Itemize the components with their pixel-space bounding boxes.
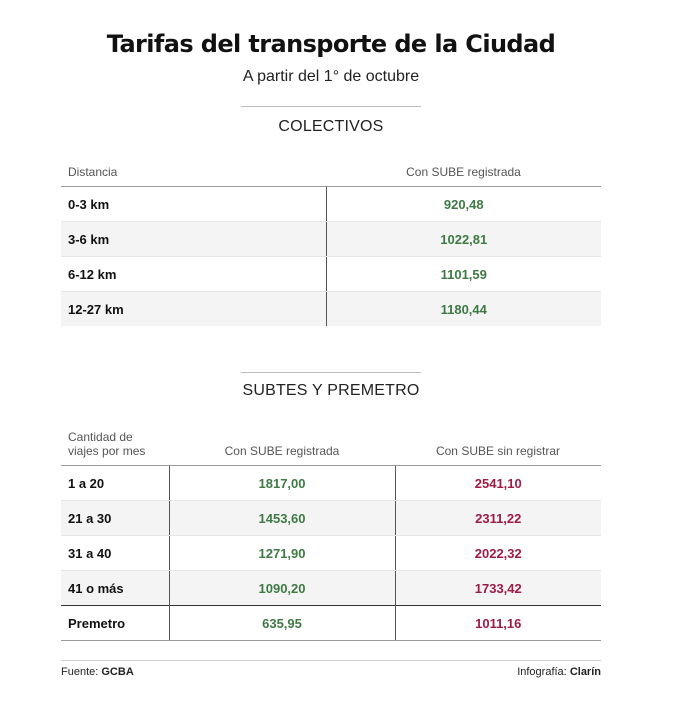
distance-label: 6-12 km bbox=[61, 257, 326, 292]
distancia-header: Distancia bbox=[61, 165, 326, 187]
fare-registered: 920,48 bbox=[326, 187, 601, 222]
distance-label: 3-6 km bbox=[61, 222, 326, 257]
fare-unregistered: 2541,10 bbox=[395, 466, 601, 501]
sube-registrada-header: Con SUBE registrada bbox=[326, 165, 601, 187]
fare-unregistered: 2311,22 bbox=[395, 501, 601, 536]
trips-label: 1 a 20 bbox=[61, 466, 169, 501]
colectivos-header-row bbox=[61, 165, 601, 187]
table-row bbox=[61, 501, 601, 536]
table-row bbox=[61, 571, 601, 606]
subtes-table bbox=[61, 430, 601, 641]
fare-registered: 1101,59 bbox=[326, 257, 601, 292]
subtes-section-rule bbox=[241, 372, 421, 373]
colectivos-section-rule bbox=[241, 106, 421, 107]
fare-registered: 1022,81 bbox=[326, 222, 601, 257]
sube-registrada-header: Con SUBE registrada bbox=[169, 430, 395, 466]
subtes-section-title: SUBTES Y PREMETRO bbox=[242, 382, 420, 399]
table-row bbox=[61, 466, 601, 501]
viajes-header-line2: viajes por mes bbox=[68, 444, 146, 458]
fare-registered: 1090,20 bbox=[169, 571, 395, 606]
credit-label: Infografía: bbox=[517, 666, 567, 678]
premetro-fare-registered: 635,95 bbox=[169, 606, 395, 641]
distance-label: 0-3 km bbox=[61, 187, 326, 222]
table-row bbox=[61, 536, 601, 571]
page-title: Tarifas del transporte de la Ciudad bbox=[106, 30, 556, 58]
premetro-row bbox=[61, 606, 601, 641]
footer-credit bbox=[517, 666, 601, 678]
table-row bbox=[61, 222, 601, 257]
viajes-header-line1: Cantidad de bbox=[68, 430, 133, 444]
trips-label: 31 a 40 bbox=[61, 536, 169, 571]
page-subtitle: A partir del 1° de octubre bbox=[242, 68, 420, 85]
viajes-header bbox=[61, 430, 169, 466]
source-value: GCBA bbox=[101, 666, 134, 678]
credit-value: Clarín bbox=[569, 666, 601, 678]
fare-registered: 1180,44 bbox=[326, 292, 601, 327]
premetro-fare-unregistered: 1011,16 bbox=[395, 606, 601, 641]
colectivos-section-title: COLECTIVOS bbox=[278, 118, 384, 135]
trips-label: 21 a 30 bbox=[61, 501, 169, 536]
fare-registered: 1271,90 bbox=[169, 536, 395, 571]
fare-unregistered: 2022,32 bbox=[395, 536, 601, 571]
distance-label: 12-27 km bbox=[61, 292, 326, 327]
table-row bbox=[61, 292, 601, 327]
table-row bbox=[61, 257, 601, 292]
table-row bbox=[61, 187, 601, 222]
footer-source bbox=[61, 666, 134, 678]
footer-rule bbox=[61, 660, 601, 661]
fare-registered: 1453,60 bbox=[169, 501, 395, 536]
trips-label: 41 o más bbox=[61, 571, 169, 606]
source-label: Fuente: bbox=[61, 666, 99, 678]
premetro-label: Premetro bbox=[61, 606, 169, 641]
fare-registered: 1817,00 bbox=[169, 466, 395, 501]
colectivos-table bbox=[61, 165, 601, 326]
subtes-header-row bbox=[61, 430, 601, 466]
sube-sin-registrar-header: Con SUBE sin registrar bbox=[395, 430, 601, 466]
fare-unregistered: 1733,42 bbox=[395, 571, 601, 606]
